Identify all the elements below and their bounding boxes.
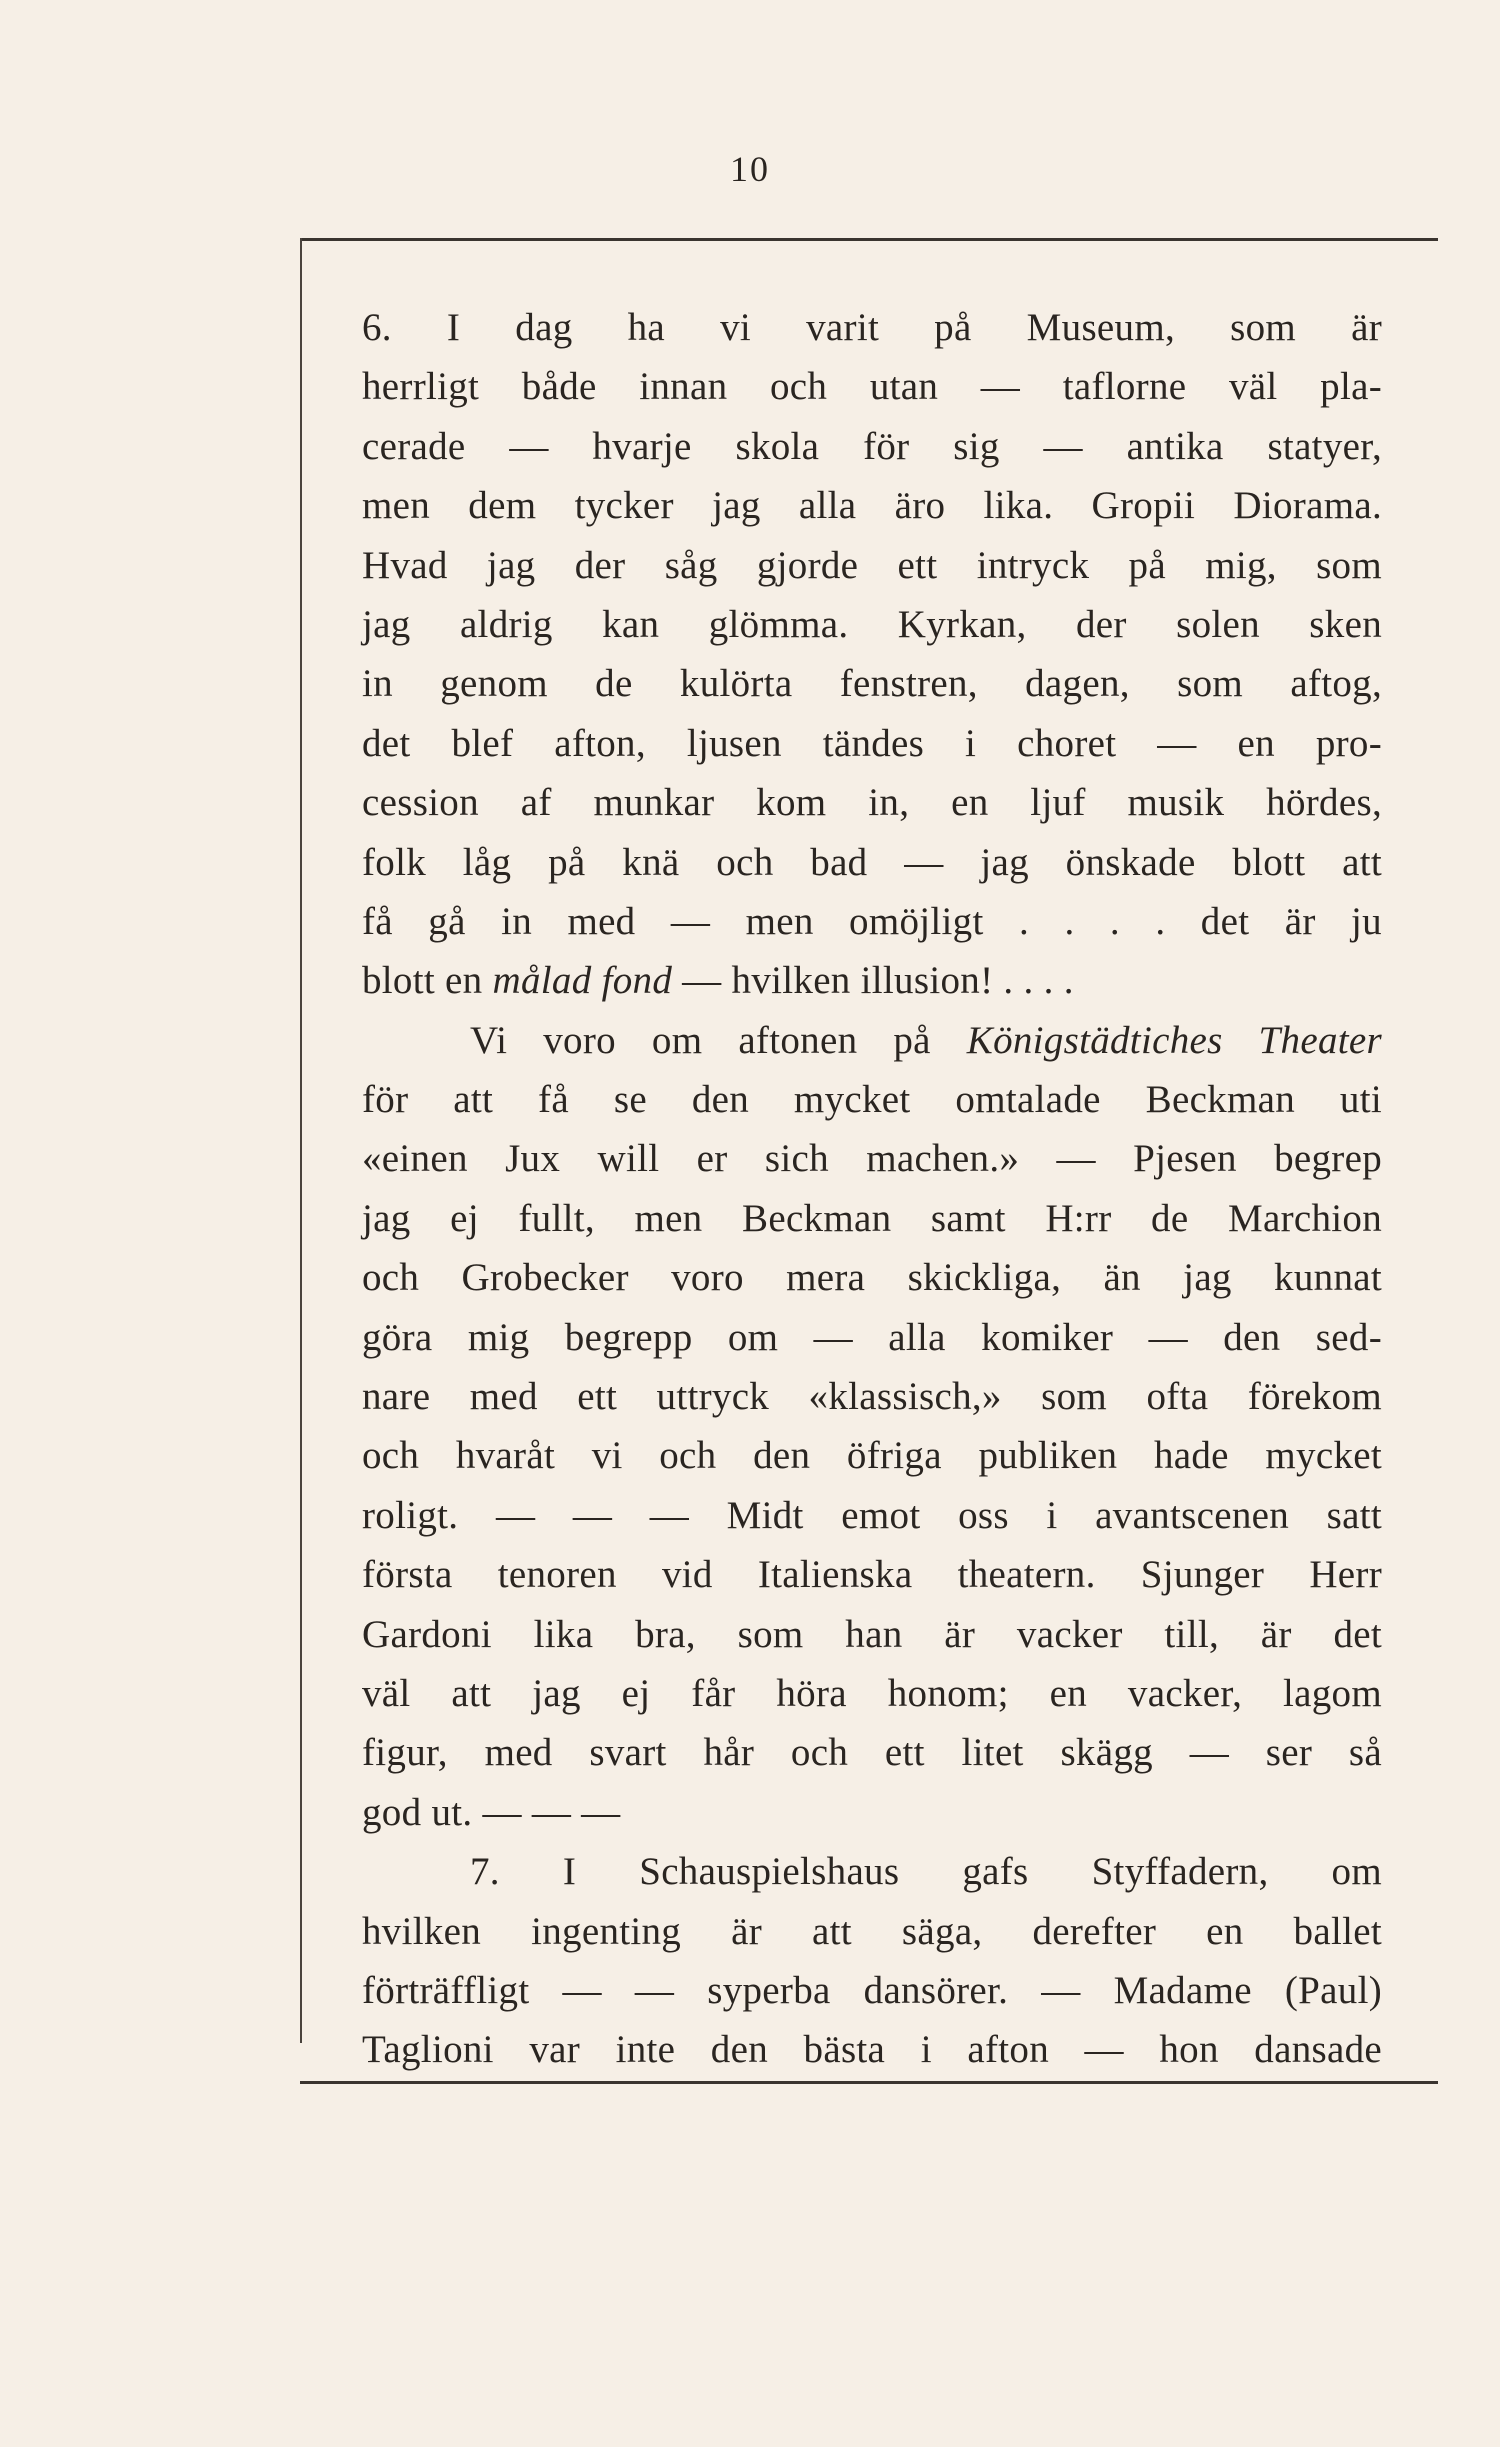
text-line	[362, 1248, 1382, 1307]
text-segment: god ut. — — —	[362, 1790, 621, 1834]
text-line	[362, 714, 1382, 773]
text-line	[362, 833, 1382, 892]
text-segment: och Grobecker voro mera skickliga, än jag kunnat	[362, 1256, 1382, 1300]
text-line	[362, 1129, 1382, 1188]
text-segment: göra mig begrepp om — alla komiker — den sed-	[362, 1315, 1382, 1359]
text-segment: få gå in med — men omöjligt . . . . det är ju	[362, 899, 1382, 943]
text-segment: folk låg på knä och bad — jag önskade blott att	[362, 840, 1382, 884]
text-segment: och hvaråt vi och den öfriga publiken hade mycket	[362, 1434, 1382, 1478]
text-line	[362, 1367, 1382, 1426]
text-segment: väl att jag ej får höra honom; en vacker, lagom	[362, 1671, 1382, 1715]
text-segment: Hvad jag der såg gjorde ett intryck på mig, som	[362, 543, 1382, 587]
text-line	[362, 1426, 1382, 1485]
text-segment: «einen Jux will er sich machen.» — Pjesen begrep	[362, 1137, 1382, 1181]
text-line	[362, 1189, 1382, 1248]
text-line	[362, 1308, 1382, 1367]
text-segment: herrligt både innan och utan — taflorne väl pla-	[362, 365, 1382, 409]
text-line	[362, 1070, 1382, 1129]
top-rule	[300, 238, 1438, 241]
text-line	[362, 1664, 1382, 1723]
text-line	[362, 773, 1382, 832]
text-line	[362, 1605, 1382, 1664]
text-segment: 6. I dag ha vi varit på Museum, som är	[362, 306, 1382, 349]
text-line	[362, 417, 1382, 476]
text-line	[362, 536, 1382, 595]
text-line	[362, 1723, 1382, 1782]
text-segment: Taglioni var inte den bästa i afton — hon dansade	[362, 2028, 1382, 2072]
text-line	[362, 951, 1382, 1010]
text-line	[362, 1545, 1382, 1604]
text-line	[362, 892, 1382, 951]
text-segment: men dem tycker jag alla äro lika. Gropii Diorama.	[362, 484, 1382, 528]
text-segment: förträffligt — — syperba dansörer. — Madame (Paul)	[362, 1968, 1382, 2012]
text-line	[362, 1961, 1382, 2020]
text-line	[362, 1486, 1382, 1545]
page-number: 10	[730, 149, 770, 189]
text-line	[362, 1902, 1382, 1961]
text-segment: Vi voro om aftonen på	[470, 1018, 967, 1062]
text-line	[362, 1842, 1382, 1901]
text-segment: cerade — hvarje skola för sig — antika statyer,	[362, 424, 1382, 468]
text-line	[362, 2020, 1382, 2079]
body-text	[362, 298, 1382, 2080]
text-segment: jag ej fullt, men Beckman samt H:rr de Marchion	[362, 1196, 1382, 1240]
text-segment: — hvilken illusion! . . . .	[672, 959, 1074, 1003]
text-segment: nare med ett uttryck «klassisch,» som ofta förekom	[362, 1375, 1382, 1419]
text-segment: Gardoni lika bra, som han är vacker till, är det	[362, 1612, 1382, 1656]
text-line	[362, 476, 1382, 535]
text-segment: blott en	[362, 959, 493, 1003]
text-segment: cession af munkar kom in, en ljuf musik hördes,	[362, 781, 1382, 825]
text-segment: första tenoren vid Italienska theatern. Sjunger Herr	[362, 1553, 1382, 1597]
text-segment: det blef afton, ljusen tändes i choret — en pro-	[362, 721, 1382, 765]
text-segment: figur, med svart hår och ett litet skägg — ser så	[362, 1731, 1382, 1775]
text-line	[362, 1011, 1382, 1070]
text-segment: in genom de kulörta fenstren, dagen, som aftog,	[362, 662, 1382, 706]
italic-phrase: Königstädtiches Theater	[966, 1018, 1382, 1062]
text-line	[362, 595, 1382, 654]
italic-phrase: målad fond	[492, 959, 673, 1003]
text-line	[362, 298, 1382, 357]
text-segment: 7. I Schauspielshaus gafs Styffadern, om	[470, 1850, 1382, 1894]
text-segment: för att få se den mycket omtalade Beckman uti	[362, 1078, 1382, 1122]
text-line	[362, 1783, 1382, 1842]
text-line	[362, 357, 1382, 416]
left-rule	[300, 238, 302, 2043]
text-line	[362, 654, 1382, 713]
text-segment: jag aldrig kan glömma. Kyrkan, der solen sken	[362, 602, 1382, 646]
text-segment: roligt. — — — Midt emot oss i avantscenen satt	[362, 1493, 1382, 1537]
bottom-rule	[300, 2081, 1438, 2084]
text-segment: hvilken ingenting är att säga, derefter en ballet	[362, 1909, 1382, 1953]
